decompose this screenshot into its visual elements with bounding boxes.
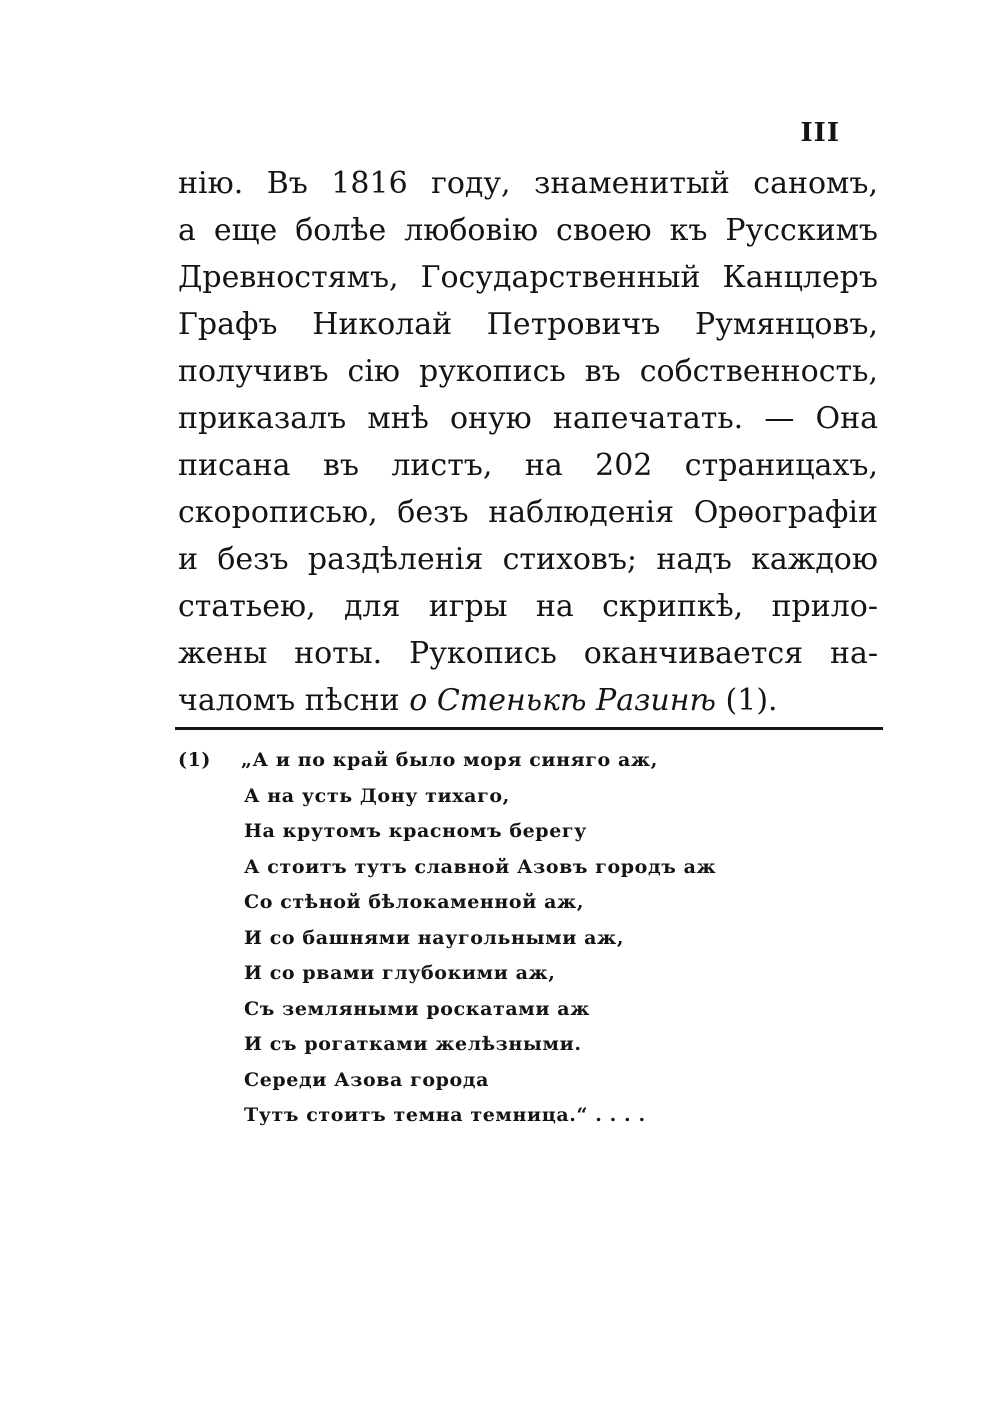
- text-line-last-prefix: чаломъ пѣсни: [178, 683, 400, 718]
- footnote-verse: А стоитъ тутъ славной Азовъ городъ аж: [244, 855, 717, 878]
- main-text: [178, 160, 878, 724]
- text-line: получивъ сію рукопись въ собственность,: [178, 354, 878, 389]
- text-line: жены ноты. Рукопись оканчивается на-: [178, 636, 878, 671]
- footnote-verse: Тутъ стоитъ темна темница.“ . . . .: [244, 1104, 646, 1126]
- text-line: и безъ раздѣленія стиховъ; надъ каждою: [178, 542, 878, 577]
- footnote-verse: На крутомъ красномъ берегу: [244, 820, 587, 842]
- footnote-verse: Середи Азова города: [244, 1068, 490, 1091]
- text-line: Графъ Николай Петровичъ Румянцовъ,: [178, 307, 878, 342]
- text-line: писана въ листъ, на 202 страницахъ,: [178, 448, 878, 483]
- text-line-last: [178, 677, 878, 724]
- footnote-marker: (1): [178, 749, 211, 771]
- footnote: [178, 743, 778, 1134]
- footnote-verse: И съ рогатками желѣзными.: [244, 1033, 582, 1055]
- text-line: статьею, для игры на скрипкѣ, прило-: [178, 589, 878, 624]
- footnote-verse: Съ земляными роскатами аж: [244, 997, 590, 1020]
- footnote-verse: И со башнями наугольными аж,: [244, 926, 625, 949]
- song-title-italic: о Стенькѣ Разинѣ: [409, 683, 716, 718]
- text-line: а еще болѣе любовію своею къ Русскимъ: [178, 213, 878, 248]
- footnote-verse: „А и по край было моря синяго аж,: [241, 749, 658, 771]
- footnote-verse: И со рвами глубокими аж,: [244, 962, 556, 984]
- text-line: скорописью, безъ наблюденія Орѳографіи: [178, 495, 878, 530]
- text-line: нію. Въ 1816 году, знаменитый саномъ,: [178, 166, 878, 201]
- footnote-verse: Со стѣной бѣлокаменной аж,: [244, 891, 585, 913]
- text-line: Древностямъ, Государственный Канцлеръ: [178, 260, 878, 295]
- footnote-verse: А на усть Дону тихаго,: [244, 784, 510, 807]
- text-line: приказалъ мнѣ оную напечатать. — Она: [178, 401, 878, 436]
- footnote-reference: (1).: [725, 683, 778, 718]
- footnote-divider: [175, 727, 883, 730]
- page-number: III: [800, 118, 840, 148]
- footnote-first-line: [178, 743, 778, 779]
